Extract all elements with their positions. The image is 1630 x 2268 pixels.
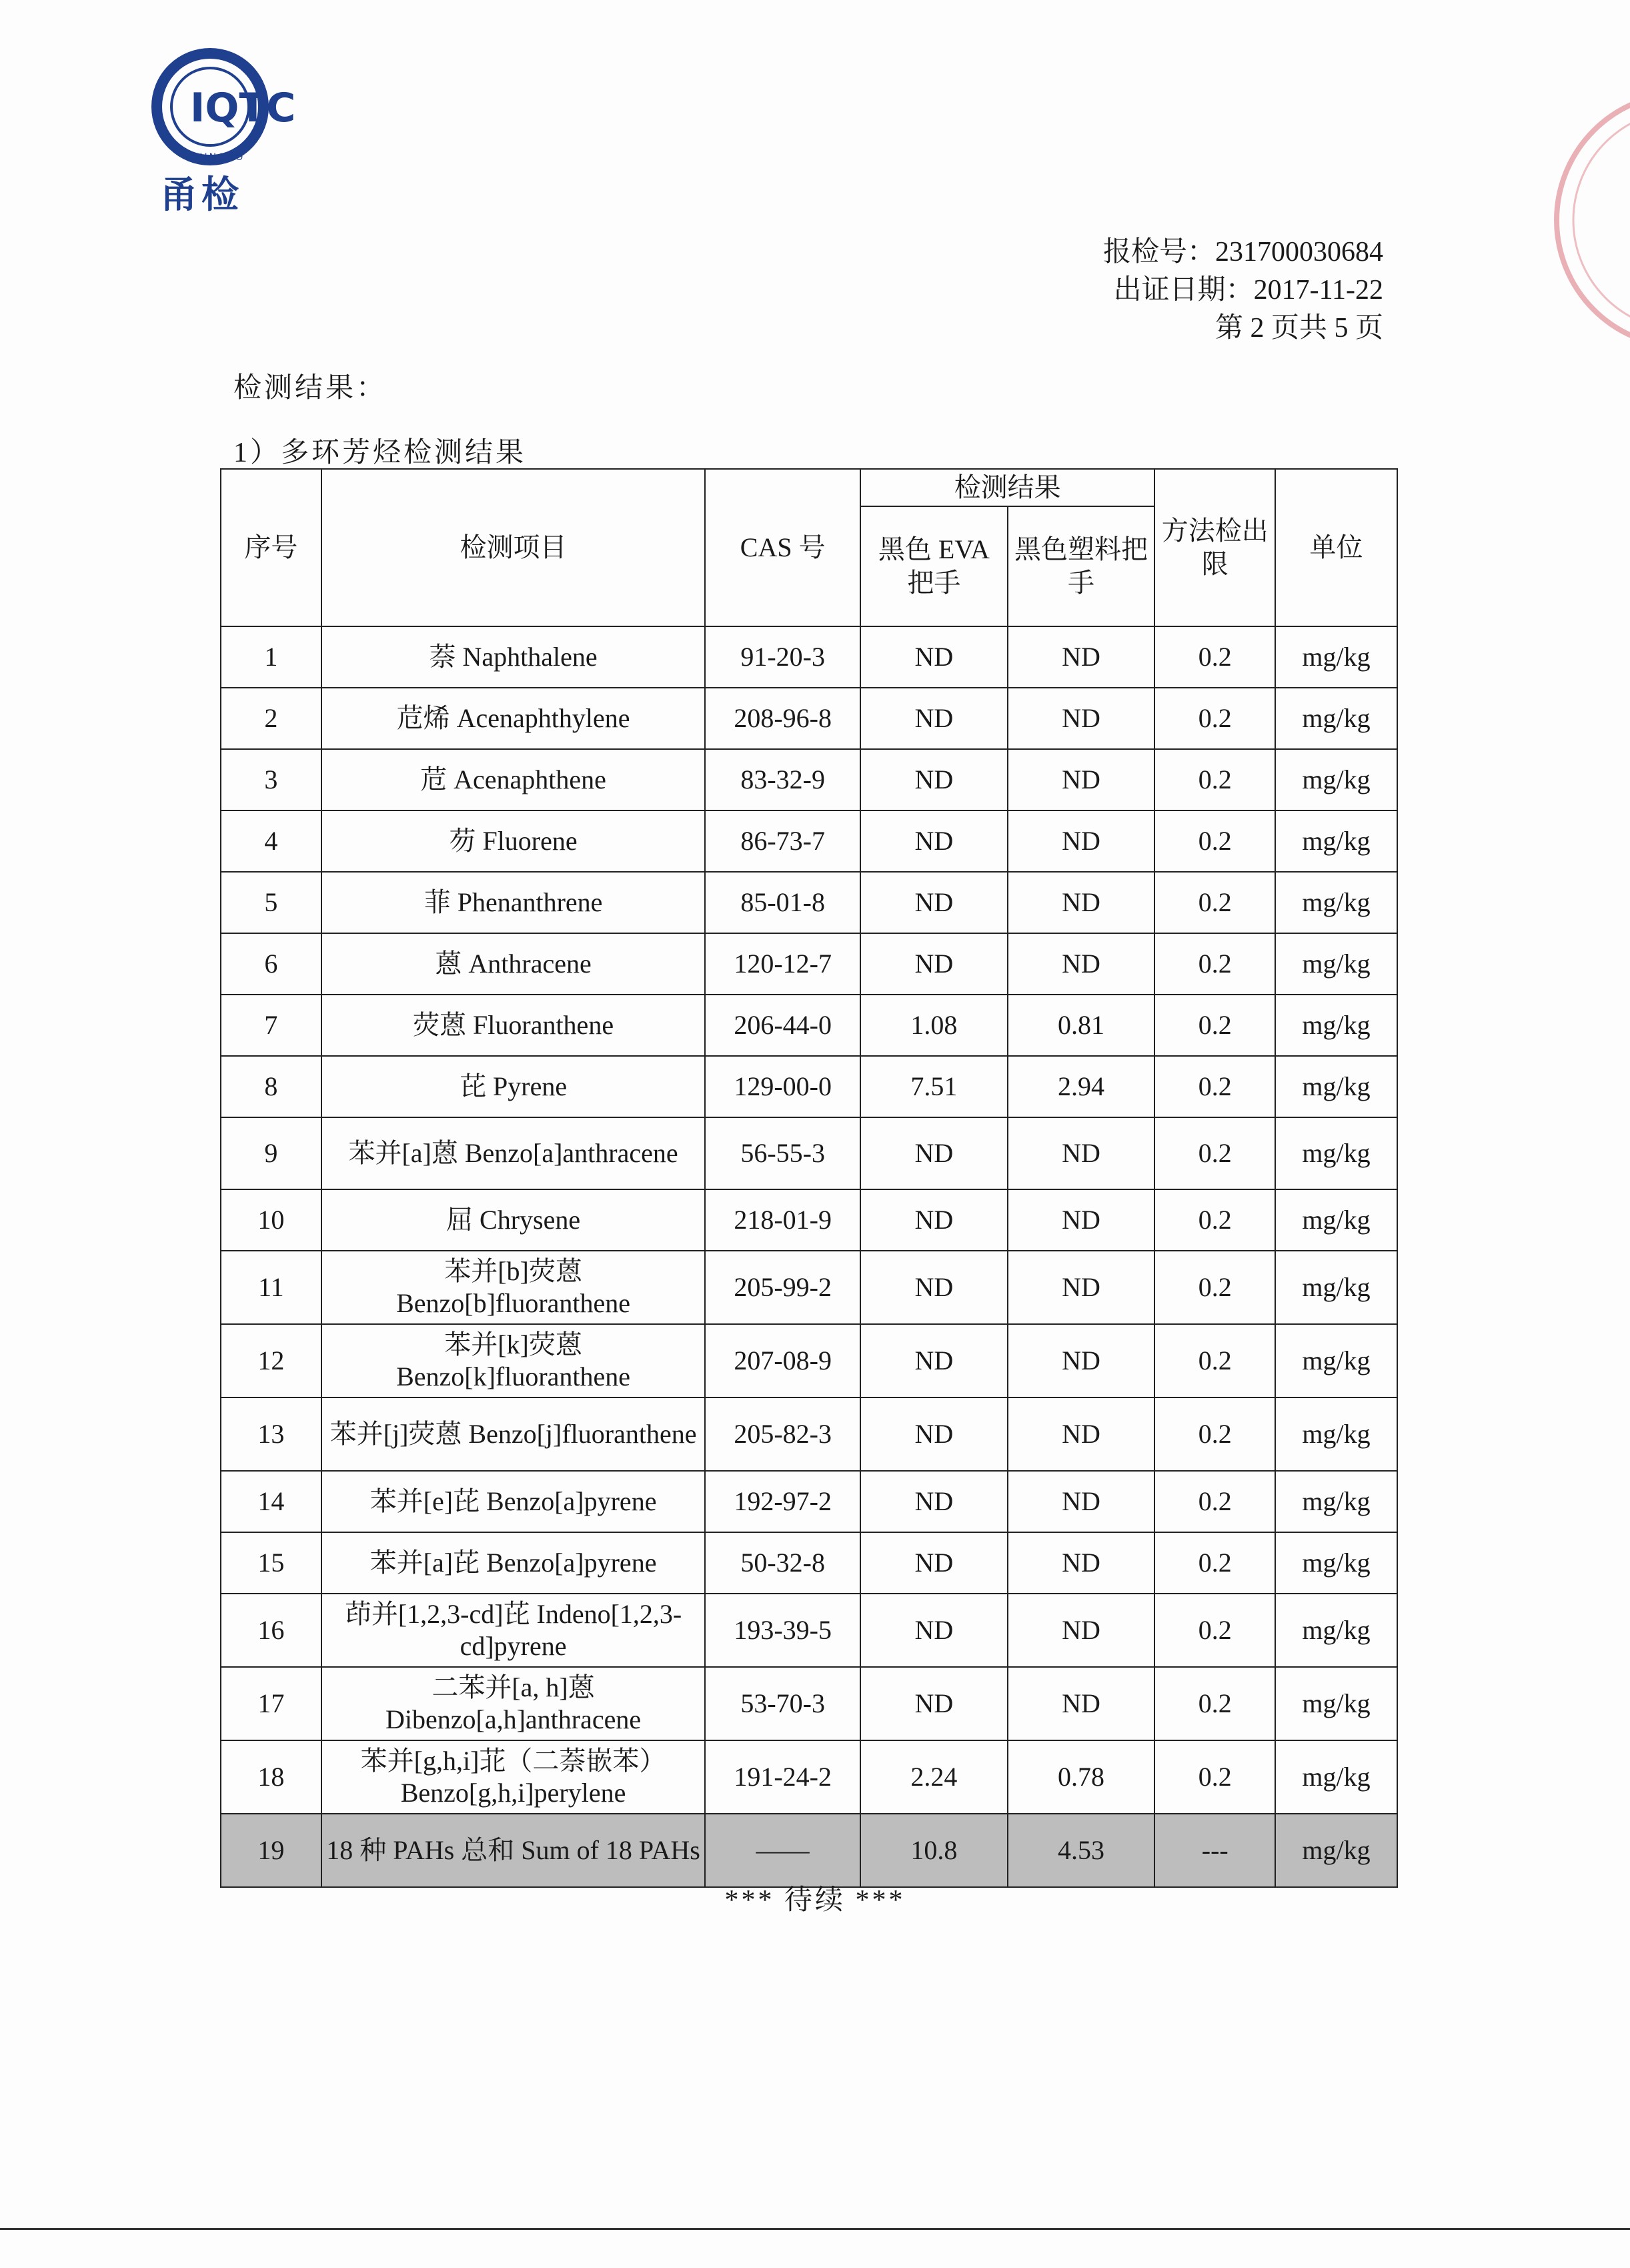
- cell-sample2: ND: [1008, 749, 1155, 810]
- cell-sample1: ND: [860, 1189, 1008, 1251]
- cell-sample1: ND: [860, 1667, 1008, 1740]
- cell-no: 7: [221, 995, 321, 1056]
- cell-no: 8: [221, 1056, 321, 1117]
- cell-item: 芘 Pyrene: [321, 1056, 706, 1117]
- cell-limit: 0.2: [1154, 995, 1275, 1056]
- cell-sample2: 2.94: [1008, 1056, 1155, 1117]
- table-row: [221, 626, 1397, 688]
- table-row: [221, 1397, 1397, 1471]
- cell-sample1: ND: [860, 1117, 1008, 1189]
- cell-sample1: 10.8: [860, 1814, 1008, 1887]
- cell-sample2: ND: [1008, 688, 1155, 749]
- cell-sample1: 1.08: [860, 995, 1008, 1056]
- header-result-group: 检测结果: [860, 469, 1154, 506]
- cell-limit: 0.2: [1154, 872, 1275, 933]
- cell-sample2: ND: [1008, 1667, 1155, 1740]
- logo-ring-text: NINGBO: [195, 152, 245, 163]
- cell-unit: mg/kg: [1275, 933, 1397, 995]
- table-row: [221, 1117, 1397, 1189]
- logo-name: 甬检: [160, 173, 243, 217]
- cell-limit: 0.2: [1154, 1532, 1275, 1594]
- cell-sample2: ND: [1008, 1324, 1155, 1397]
- cell-cas: 53-70-3: [705, 1667, 860, 1740]
- cell-no: 3: [221, 749, 321, 810]
- continued-note: *** 待续 ***: [724, 1885, 906, 1916]
- cell-sample2: ND: [1008, 1189, 1155, 1251]
- cell-unit: mg/kg: [1275, 1667, 1397, 1740]
- cell-limit: 0.2: [1154, 626, 1275, 688]
- cell-no: 12: [221, 1324, 321, 1397]
- cell-limit: 0.2: [1154, 688, 1275, 749]
- table-row: [221, 1667, 1397, 1740]
- cell-sample2: ND: [1008, 933, 1155, 995]
- cell-cas: 120-12-7: [705, 933, 860, 995]
- cell-unit: mg/kg: [1275, 1251, 1397, 1324]
- header-no: 序号: [221, 469, 321, 626]
- table-row: [221, 749, 1397, 810]
- cell-cas: 56-55-3: [705, 1117, 860, 1189]
- table-row: [221, 1471, 1397, 1532]
- cell-item: 18 种 PAHs 总和 Sum of 18 PAHs: [321, 1814, 706, 1887]
- cell-no: 10: [221, 1189, 321, 1251]
- cell-cas: 129-00-0: [705, 1056, 860, 1117]
- cell-sample1: ND: [860, 810, 1008, 872]
- cell-limit: 0.2: [1154, 1056, 1275, 1117]
- cell-item: 芴 Fluorene: [321, 810, 706, 872]
- cell-cas: 206-44-0: [705, 995, 860, 1056]
- cell-unit: mg/kg: [1275, 688, 1397, 749]
- sub-title: 1）多环芳烃检测结果: [233, 438, 527, 468]
- cell-cas: 193-39-5: [705, 1594, 860, 1667]
- pah-results-table: [220, 468, 1398, 1888]
- cell-item: 萘 Naphthalene: [321, 626, 706, 688]
- cell-unit: mg/kg: [1275, 1471, 1397, 1532]
- cell-item: 苯并[b]荧蒽 Benzo[b]fluoranthene: [321, 1251, 706, 1324]
- cell-cas: 83-32-9: [705, 749, 860, 810]
- cell-limit: 0.2: [1154, 1189, 1275, 1251]
- cell-limit: 0.2: [1154, 1667, 1275, 1740]
- cell-cas: 191-24-2: [705, 1740, 860, 1814]
- table-row: [221, 995, 1397, 1056]
- header-cas: CAS 号: [705, 469, 860, 626]
- cell-cas: 86-73-7: [705, 810, 860, 872]
- table-row: [221, 1251, 1397, 1324]
- table-row: [221, 933, 1397, 995]
- cell-limit: 0.2: [1154, 1324, 1275, 1397]
- table-row: [221, 1594, 1397, 1667]
- cell-item: 苊 Acenaphthene: [321, 749, 706, 810]
- cell-no: 13: [221, 1397, 321, 1471]
- cell-cas: 208-96-8: [705, 688, 860, 749]
- cell-sample1: ND: [860, 933, 1008, 995]
- cell-no: 17: [221, 1667, 321, 1740]
- cell-no: 15: [221, 1532, 321, 1594]
- cell-no: 6: [221, 933, 321, 995]
- header-unit: 单位: [1275, 469, 1397, 626]
- table-row: [221, 1056, 1397, 1117]
- cell-limit: 0.2: [1154, 1594, 1275, 1667]
- cell-unit: mg/kg: [1275, 995, 1397, 1056]
- header-sample1: 黑色 EVA 把手: [860, 506, 1008, 626]
- cell-item: 屈 Chrysene: [321, 1189, 706, 1251]
- red-stamp-fragment: [1550, 20, 1630, 367]
- report-number: 报检号：231700030684: [1102, 237, 1383, 267]
- cell-limit: ---: [1154, 1814, 1275, 1887]
- cell-sample1: ND: [860, 1397, 1008, 1471]
- table-row: [221, 688, 1397, 749]
- table-total-row: [221, 1814, 1397, 1887]
- cell-limit: 0.2: [1154, 1471, 1275, 1532]
- cell-no: 19: [221, 1814, 321, 1887]
- cell-unit: mg/kg: [1275, 1397, 1397, 1471]
- cell-unit: mg/kg: [1275, 1594, 1397, 1667]
- cell-limit: 0.2: [1154, 1251, 1275, 1324]
- cell-unit: mg/kg: [1275, 1189, 1397, 1251]
- cell-item: 苯并[k]荧蒽 Benzo[k]fluoranthene: [321, 1324, 706, 1397]
- cell-cas: 91-20-3: [705, 626, 860, 688]
- cell-item: 苯并[g,h,i]苝（二萘嵌苯） Benzo[g,h,i]perylene: [321, 1740, 706, 1814]
- cell-cas: 218-01-9: [705, 1189, 860, 1251]
- cell-no: 11: [221, 1251, 321, 1324]
- cell-sample2: ND: [1008, 1251, 1155, 1324]
- cell-no: 14: [221, 1471, 321, 1532]
- header-sample2: 黑色塑料把手: [1008, 506, 1155, 626]
- cell-cas: 50-32-8: [705, 1532, 860, 1594]
- table-row: [221, 1324, 1397, 1397]
- cell-sample2: 0.81: [1008, 995, 1155, 1056]
- cell-no: 16: [221, 1594, 321, 1667]
- cell-unit: mg/kg: [1275, 626, 1397, 688]
- cell-cas: 205-82-3: [705, 1397, 860, 1471]
- cell-no: 1: [221, 626, 321, 688]
- cell-item: 苯并[a]蒽 Benzo[a]anthracene: [321, 1117, 706, 1189]
- cell-sample1: ND: [860, 1471, 1008, 1532]
- cell-sample1: 2.24: [860, 1740, 1008, 1814]
- cell-unit: mg/kg: [1275, 1740, 1397, 1814]
- cell-sample1: ND: [860, 1324, 1008, 1397]
- cell-item: 苊烯 Acenaphthylene: [321, 688, 706, 749]
- cell-limit: 0.2: [1154, 810, 1275, 872]
- cell-unit: mg/kg: [1275, 1056, 1397, 1117]
- cell-no: 5: [221, 872, 321, 933]
- report-header-info: [1103, 233, 1383, 348]
- cell-limit: 0.2: [1154, 1117, 1275, 1189]
- cell-sample2: 0.78: [1008, 1740, 1155, 1814]
- cell-no: 18: [221, 1740, 321, 1814]
- cell-item: 茚并[1,2,3-cd]芘 Indeno[1,2,3-cd]pyrene: [321, 1594, 706, 1667]
- cell-sample1: ND: [860, 1251, 1008, 1324]
- cell-item: 二苯并[a, h]蒽 Dibenzo[a,h]anthracene: [321, 1667, 706, 1740]
- cell-unit: mg/kg: [1275, 1532, 1397, 1594]
- logo-brand-text: IQTC: [190, 85, 296, 131]
- cell-cas: 207-08-9: [705, 1324, 860, 1397]
- cell-sample1: ND: [860, 749, 1008, 810]
- cell-sample2: ND: [1008, 1594, 1155, 1667]
- cell-sample1: ND: [860, 1594, 1008, 1667]
- header-item: 检测项目: [321, 469, 706, 626]
- cell-unit: mg/kg: [1275, 1814, 1397, 1887]
- cell-cas: 205-99-2: [705, 1251, 860, 1324]
- cell-sample1: ND: [860, 1532, 1008, 1594]
- cell-sample2: 4.53: [1008, 1814, 1155, 1887]
- issue-date: 出证日期：2017-11-22: [1113, 275, 1383, 306]
- cell-sample1: 7.51: [860, 1056, 1008, 1117]
- table-row: [221, 810, 1397, 872]
- header-limit: 方法检出限: [1154, 469, 1275, 626]
- cell-no: 9: [221, 1117, 321, 1189]
- cell-limit: 0.2: [1154, 1740, 1275, 1814]
- cell-sample2: ND: [1008, 1471, 1155, 1532]
- cell-limit: 0.2: [1154, 749, 1275, 810]
- cell-item: 苯并[e]芘 Benzo[a]pyrene: [321, 1471, 706, 1532]
- cell-unit: mg/kg: [1275, 1324, 1397, 1397]
- cell-no: 2: [221, 688, 321, 749]
- cell-sample2: ND: [1008, 1117, 1155, 1189]
- cell-sample1: ND: [860, 626, 1008, 688]
- cell-sample2: ND: [1008, 1532, 1155, 1594]
- cell-sample2: ND: [1008, 872, 1155, 933]
- table-row: [221, 1189, 1397, 1251]
- cell-limit: 0.2: [1154, 933, 1275, 995]
- table-row: [221, 1740, 1397, 1814]
- cell-sample1: ND: [860, 688, 1008, 749]
- cell-cas: 85-01-8: [705, 872, 860, 933]
- cell-sample2: ND: [1008, 1397, 1155, 1471]
- cell-unit: mg/kg: [1275, 749, 1397, 810]
- cell-item: 苯并[a]芘 Benzo[a]pyrene: [321, 1532, 706, 1594]
- cell-unit: mg/kg: [1275, 810, 1397, 872]
- cell-item: 蒽 Anthracene: [321, 933, 706, 995]
- cell-sample1: ND: [860, 872, 1008, 933]
- cell-item: 菲 Phenanthrene: [321, 872, 706, 933]
- cell-cas: ——: [705, 1814, 860, 1887]
- table-row: [221, 1532, 1397, 1594]
- page-bottom-border: [0, 2228, 1630, 2230]
- cell-no: 4: [221, 810, 321, 872]
- cell-sample2: ND: [1008, 810, 1155, 872]
- cell-item: 苯并[j]荧蒽 Benzo[j]fluoranthene: [321, 1397, 706, 1471]
- cell-unit: mg/kg: [1275, 872, 1397, 933]
- cell-item: 荧蒽 Fluoranthene: [321, 995, 706, 1056]
- section-title: 检测结果：: [233, 373, 387, 404]
- cell-limit: 0.2: [1154, 1397, 1275, 1471]
- page-info: 第 2 页共 5 页: [1214, 313, 1383, 344]
- cell-unit: mg/kg: [1275, 1117, 1397, 1189]
- table-row: [221, 872, 1397, 933]
- cell-cas: 192-97-2: [705, 1471, 860, 1532]
- cell-sample2: ND: [1008, 626, 1155, 688]
